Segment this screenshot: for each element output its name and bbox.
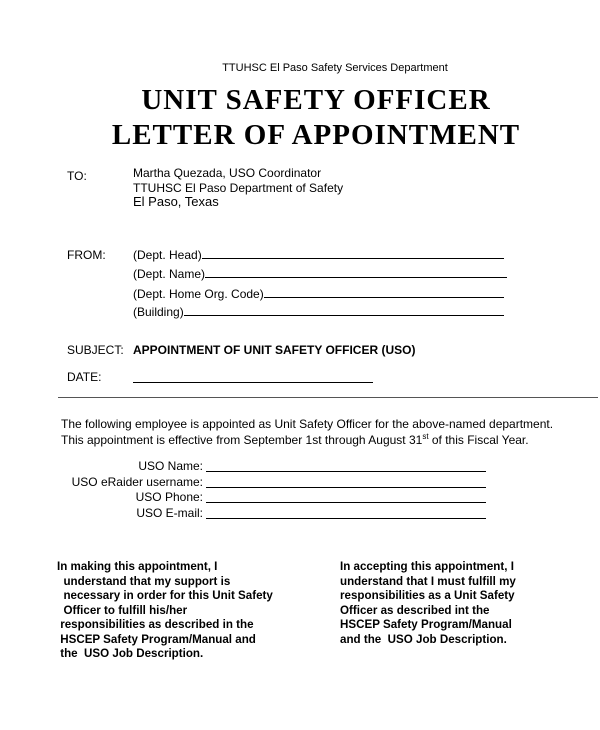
uso-eraider-label: USO eRaider username: (71, 475, 203, 489)
uso-name-line[interactable] (206, 461, 486, 472)
to-label: TO: (67, 169, 87, 183)
from-building-field[interactable] (133, 305, 504, 319)
title-line-1: UNIT SAFETY OFFICER (141, 84, 491, 116)
uso-name-label: USO Name: (138, 459, 203, 473)
to-city: El Paso, Texas (133, 194, 219, 209)
from-dept-head-label: (Dept. Head) (133, 248, 202, 262)
fiscal-year-text: of this Fiscal Year. (428, 433, 529, 447)
from-building-label: (Building) (133, 305, 184, 319)
uso-acceptance-statement: In accepting this appointment, I understand that I must fulfill my responsibilities as a Unit Safety Officer as described int the HSCEP Safety Program/Manual and the USO Job Description. (340, 560, 516, 646)
date-field[interactable] (133, 370, 373, 388)
uso-phone-line[interactable] (206, 492, 486, 503)
from-org-code-label: (Dept. Home Org. Code) (133, 287, 264, 301)
section-divider (58, 397, 598, 398)
appointment-statement-line-2 (61, 432, 529, 447)
effective-dates-superscript: st (422, 432, 429, 441)
to-department: TTUHSC El Paso Department of Safety (133, 181, 344, 195)
title-line-2: LETTER OF APPOINTMENT (111, 119, 521, 151)
subject-label: SUBJECT: (67, 343, 124, 357)
from-org-code-field[interactable] (133, 287, 504, 301)
subject-value: APPOINTMENT OF UNIT SAFETY OFFICER (USO) (133, 343, 416, 357)
from-dept-head-field[interactable] (133, 248, 504, 262)
from-dept-name-label: (Dept. Name) (133, 267, 206, 281)
from-building-line[interactable] (184, 305, 504, 316)
uso-email-field[interactable] (206, 506, 486, 524)
from-dept-head-line[interactable] (202, 248, 504, 259)
effective-dates-text: This appointment is effective from September 1st through August 31 (61, 433, 423, 447)
from-dept-name-line[interactable] (205, 267, 507, 278)
uso-email-line[interactable] (206, 508, 486, 519)
department-head-statement: In making this appointment, I understand that my support is necessary in order for this Unit Safety Officer to fulfill his/her responsibilities as described in the HSCEP Safety Program/Manual and the USO Job Description. (57, 560, 273, 660)
to-name: Martha Quezada, USO Coordinator (133, 166, 322, 180)
uso-phone-label: USO Phone: (135, 490, 203, 504)
date-line[interactable] (133, 372, 373, 383)
department-header: TTUHSC El Paso Safety Services Department (222, 62, 448, 74)
from-label: FROM: (67, 248, 106, 262)
uso-eraider-line[interactable] (206, 477, 486, 488)
from-org-code-line[interactable] (264, 287, 504, 298)
appointment-statement-line-1: The following employee is appointed as Unit Safety Officer for the above-named department. (61, 417, 554, 431)
uso-email-label: USO E-mail: (136, 506, 203, 520)
date-label: DATE: (67, 370, 102, 384)
from-dept-name-field[interactable] (133, 267, 507, 281)
